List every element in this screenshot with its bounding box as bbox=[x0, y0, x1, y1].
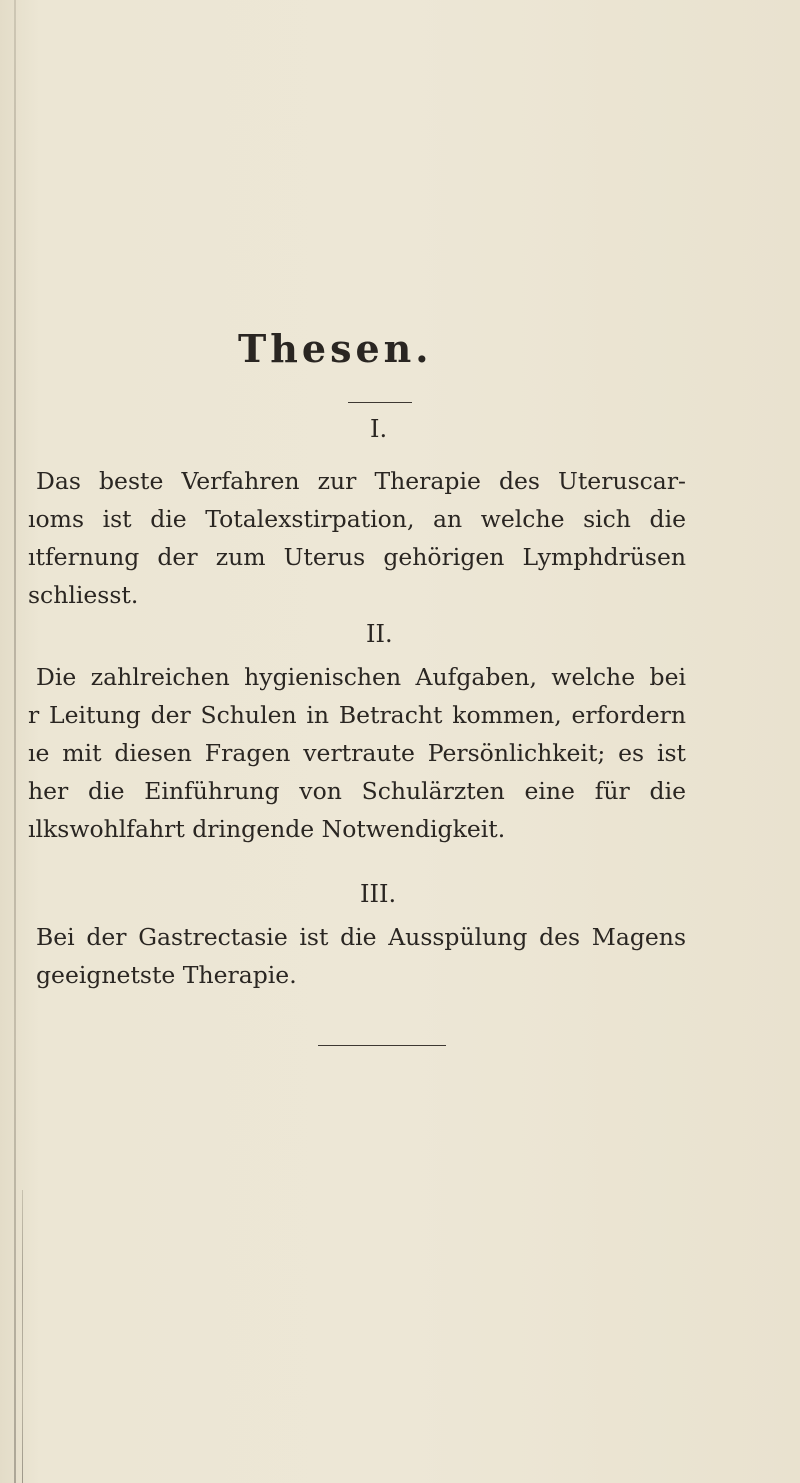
closing-rule bbox=[318, 1045, 446, 1046]
thesis-2-line-3: ıe mit diesen Fragen vertraute Persönlichkeit; es ist bbox=[28, 739, 686, 767]
thesis-3-numeral: III. bbox=[360, 880, 397, 908]
thesis-1-line-2: ıoms ist die Totalexstirpation, an welche sich die bbox=[28, 505, 686, 533]
thesis-3-line-2: geeignetste Therapie. bbox=[36, 961, 297, 989]
thesis-1-numeral: I. bbox=[370, 415, 388, 443]
thesis-1-line-3: ıtfernung der zum Uterus gehörigen Lymphdrüsen bbox=[28, 543, 686, 571]
thesis-3-line-1: Bei der Gastrectasie ist die Ausspülung des Magens bbox=[36, 923, 686, 951]
thesis-2-line-4: her die Einführung von Schulärzten eine für die bbox=[28, 777, 686, 805]
thesis-2-line-1: Die zahlreichen hygienischen Aufgaben, welche bei bbox=[36, 663, 686, 691]
page-title: Thesen. bbox=[238, 326, 433, 371]
thesis-2-numeral: II. bbox=[366, 620, 393, 648]
thesis-2-line-2: r Leitung der Schulen in Betracht kommen, erfordern bbox=[28, 701, 686, 729]
binding-edge-lower bbox=[22, 1190, 23, 1483]
thesis-1-line-1: Das beste Verfahren zur Therapie des Uteruscar- bbox=[36, 467, 686, 495]
binding-edge bbox=[14, 0, 16, 1483]
title-rule bbox=[348, 402, 412, 403]
thesis-1-line-4: schliesst. bbox=[28, 581, 139, 609]
thesis-2-line-5: ılkswohlfahrt dringende Notwendigkeit. bbox=[28, 815, 506, 843]
